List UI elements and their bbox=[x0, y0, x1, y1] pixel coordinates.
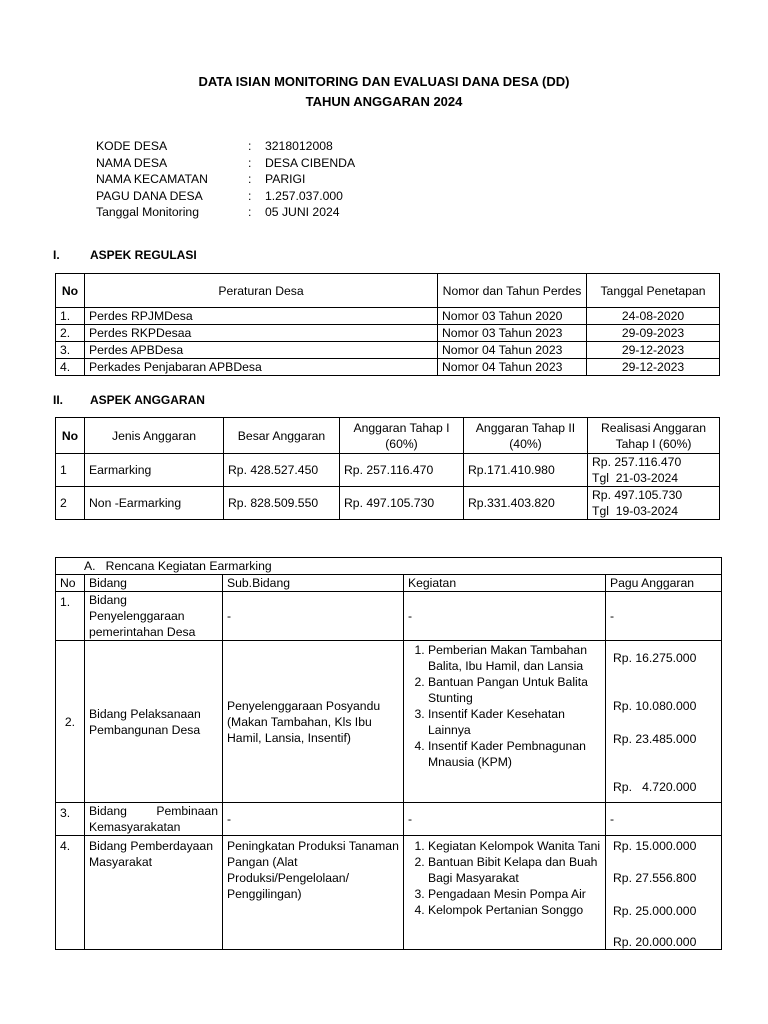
info-colon: : bbox=[248, 155, 252, 170]
list-item: 3. Pengadaan Mesin Pompa Air bbox=[428, 886, 601, 902]
cell-realisasi bbox=[588, 487, 720, 520]
cell-pagu: - bbox=[606, 803, 722, 836]
pagu-amount: Rp. 4.720.000 bbox=[613, 780, 697, 794]
info-colon: : bbox=[248, 139, 252, 153]
village-info bbox=[96, 139, 355, 222]
cell-no: 2. bbox=[56, 641, 85, 803]
cell-no: 3. bbox=[56, 342, 85, 359]
cell-tahap1: Rp. 497.105.730 bbox=[340, 487, 464, 520]
header-tahap1: Anggaran Tahap I (60%) bbox=[340, 418, 464, 454]
cell-no: 1. bbox=[56, 592, 85, 641]
info-label: Tanggal Monitoring bbox=[96, 205, 199, 219]
list-item: 4. Kelompok Pertanian Songgo bbox=[428, 902, 601, 918]
header-no: No bbox=[56, 575, 85, 592]
table-row bbox=[56, 342, 720, 359]
header-jenis: Jenis Anggaran bbox=[85, 418, 224, 454]
cell-kegiatan bbox=[404, 836, 606, 950]
cell-peraturan: Perdes RKPDesaa bbox=[85, 325, 438, 342]
cell-pagu bbox=[606, 641, 722, 803]
cell-jenis: Earmarking bbox=[85, 454, 224, 487]
list-item: 2. Bantuan Bibit Kelapa dan Buah Bagi Masyarakat bbox=[428, 854, 601, 886]
table-title-row bbox=[56, 558, 722, 575]
cell-pagu: - bbox=[606, 592, 722, 641]
header-no: No bbox=[56, 274, 85, 308]
pagu-amount: Rp. 23.485.000 bbox=[613, 732, 697, 746]
cell-no: 2. bbox=[56, 325, 85, 342]
info-row bbox=[96, 205, 355, 222]
pagu-amount: Rp. 10.080.000 bbox=[613, 699, 697, 713]
cell-tanggal: 29-09-2023 bbox=[587, 325, 720, 342]
header-sub-bidang: Sub.Bidang bbox=[223, 575, 404, 592]
table-row bbox=[56, 641, 722, 803]
cell-besar: Rp. 428.527.450 bbox=[224, 454, 340, 487]
pagu-amount: Rp. 20.000.000 bbox=[613, 935, 697, 949]
document-title: DATA ISIAN MONITORING DAN EVALUASI DANA DESA (DD) bbox=[198, 74, 570, 89]
cell-sub-bidang: - bbox=[223, 803, 404, 836]
cell-no: 3. bbox=[56, 803, 85, 836]
table-row bbox=[56, 454, 720, 487]
header-bidang: Bidang bbox=[85, 575, 223, 592]
cell-nomor: Nomor 03 Tahun 2023 bbox=[438, 325, 587, 342]
info-colon: : bbox=[248, 188, 252, 203]
info-row bbox=[96, 139, 355, 156]
cell-nomor: Nomor 03 Tahun 2020 bbox=[438, 308, 587, 325]
info-row bbox=[96, 172, 355, 189]
cell-kegiatan bbox=[404, 641, 606, 803]
realisasi-date: Tgl 21-03-2024 bbox=[592, 471, 679, 485]
pagu-amount: Rp. 27.556.800 bbox=[613, 871, 697, 885]
realisasi-amount: Rp. 257.116.470 bbox=[592, 455, 682, 469]
realisasi-date: Tgl 19-03-2024 bbox=[592, 504, 679, 518]
section-number: II. bbox=[53, 393, 64, 407]
pagu-amount: Rp. 25.000.000 bbox=[613, 904, 697, 918]
header-no: No bbox=[56, 418, 85, 454]
header-nomor: Nomor dan Tahun Perdes bbox=[438, 274, 587, 308]
info-value: 1.257.037.000 bbox=[265, 188, 343, 203]
header-pagu: Pagu Anggaran bbox=[606, 575, 722, 592]
header-realisasi: Realisasi Anggaran Tahap I (60%) bbox=[588, 418, 720, 454]
list-item: 3. Insentif Kader Kesehatan Lainnya bbox=[428, 706, 601, 738]
cell-peraturan: Perkades Penjabaran APBDesa bbox=[85, 359, 438, 376]
list-item: 2. Bantuan Pangan Untuk Balita Stunting bbox=[428, 674, 601, 706]
cell-bidang: Bidang Penyelenggaraan pemerintahan Desa bbox=[85, 592, 223, 641]
cell-tanggal: 29-12-2023 bbox=[587, 359, 720, 376]
info-row bbox=[96, 156, 355, 173]
cell-tahap1: Rp. 257.116.470 bbox=[340, 454, 464, 487]
regulasi-table bbox=[55, 273, 720, 376]
table-header-row bbox=[56, 418, 720, 454]
cell-no: 1 bbox=[56, 454, 85, 487]
section-title: ASPEK REGULASI bbox=[90, 248, 197, 262]
info-value: 3218012008 bbox=[265, 139, 333, 153]
info-row bbox=[96, 189, 355, 206]
cell-tanggal: 24-08-2020 bbox=[587, 308, 720, 325]
table-row bbox=[56, 359, 720, 376]
cell-tahap2: Rp.331.403.820 bbox=[464, 487, 588, 520]
cell-sub-bidang: Penyelenggaraan Posyandu (Makan Tambahan, Kls Ibu Hamil, Lansia, Insentif) bbox=[223, 641, 404, 803]
table-row bbox=[56, 308, 720, 325]
cell-no: 4. bbox=[56, 359, 85, 376]
kegiatan-list bbox=[408, 642, 601, 770]
cell-sub-bidang: - bbox=[223, 592, 404, 641]
info-value: DESA CIBENDA bbox=[265, 155, 356, 170]
table-row bbox=[56, 487, 720, 520]
cell-kegiatan: - bbox=[404, 803, 606, 836]
table-row bbox=[56, 803, 722, 836]
cell-realisasi bbox=[588, 454, 720, 487]
cell-kegiatan: - bbox=[404, 592, 606, 641]
list-item: 4. Insentif Kader Pembnagunan Mnausia (KPM) bbox=[428, 738, 601, 770]
cell-jenis: Non -Earmarking bbox=[85, 487, 224, 520]
table-title: A. Rencana Kegiatan Earmarking bbox=[56, 558, 722, 575]
cell-bidang: Bidang Pemberdayaan Masyarakat bbox=[85, 836, 223, 950]
cell-nomor: Nomor 04 Tahun 2023 bbox=[438, 359, 587, 376]
info-value: PARIGI bbox=[265, 172, 306, 186]
table-row bbox=[56, 325, 720, 342]
cell-tanggal: 29-12-2023 bbox=[587, 342, 720, 359]
table-row bbox=[56, 592, 722, 641]
header-tanggal: Tanggal Penetapan bbox=[587, 274, 720, 308]
cell-peraturan: Perdes APBDesa bbox=[85, 342, 438, 359]
cell-no: 2 bbox=[56, 487, 85, 520]
anggaran-table bbox=[55, 417, 720, 520]
cell-bidang: Bidang Pembinaan Kemasyarakatan bbox=[85, 803, 223, 836]
cell-pagu bbox=[606, 836, 722, 950]
info-label: NAMA KECAMATAN bbox=[96, 172, 208, 186]
list-item: 1. Kegiatan Kelompok Wanita Tani bbox=[428, 838, 601, 854]
list-item: 1. Pemberian Makan Tambahan Balita, Ibu Hamil, dan Lansia bbox=[428, 642, 601, 674]
cell-besar: Rp. 828.509.550 bbox=[224, 487, 340, 520]
info-colon: : bbox=[248, 172, 252, 186]
header-kegiatan: Kegiatan bbox=[404, 575, 606, 592]
info-value: 05 JUNI 2024 bbox=[265, 205, 340, 219]
document-subtitle: TAHUN ANGGARAN 2024 bbox=[305, 94, 463, 109]
cell-tahap2: Rp.171.410.980 bbox=[464, 454, 588, 487]
table-header-row bbox=[56, 575, 722, 592]
cell-no: 1. bbox=[56, 308, 85, 325]
section-number: I. bbox=[53, 248, 60, 262]
kegiatan-list bbox=[408, 838, 601, 918]
header-besar: Besar Anggaran bbox=[224, 418, 340, 454]
info-colon: : bbox=[248, 205, 252, 219]
section-title: ASPEK ANGGARAN bbox=[90, 393, 205, 407]
pagu-amount: Rp. 15.000.000 bbox=[613, 839, 697, 853]
cell-peraturan: Perdes RPJMDesa bbox=[85, 308, 438, 325]
cell-nomor: Nomor 04 Tahun 2023 bbox=[438, 342, 587, 359]
earmarking-table bbox=[55, 557, 722, 950]
section-heading-regulasi bbox=[53, 248, 197, 262]
table-row bbox=[56, 836, 722, 950]
info-label: KODE DESA bbox=[96, 139, 168, 153]
section-heading-anggaran bbox=[53, 393, 205, 407]
table-header-row bbox=[56, 274, 720, 308]
info-label: NAMA DESA bbox=[96, 155, 168, 170]
cell-sub-bidang: Peningkatan Produksi Tanaman Pangan (Alat Produksi/Pengelolaan/ Penggilingan) bbox=[223, 836, 404, 950]
header-tahap2: Anggaran Tahap II (40%) bbox=[464, 418, 588, 454]
pagu-amount: Rp. 16.275.000 bbox=[613, 651, 697, 665]
realisasi-amount: Rp. 497.105.730 bbox=[592, 488, 683, 502]
header-peraturan: Peraturan Desa bbox=[85, 274, 438, 308]
cell-bidang: Bidang Pelaksanaan Pembangunan Desa bbox=[85, 641, 223, 803]
cell-no: 4. bbox=[56, 836, 85, 950]
info-label: PAGU DANA DESA bbox=[96, 188, 203, 203]
